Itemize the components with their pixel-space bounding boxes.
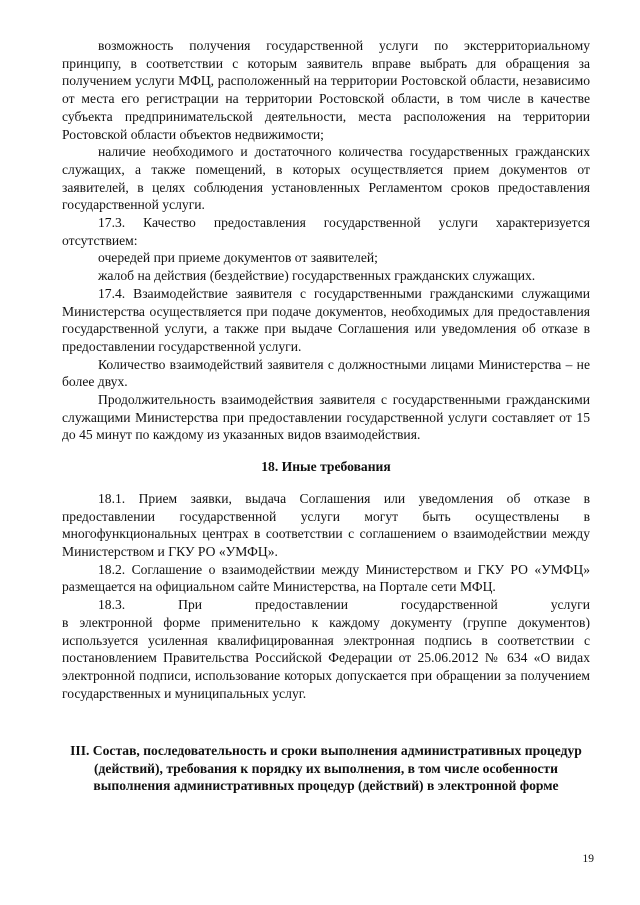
paragraph-17-4: 17.4. Взаимодействие заявителя с государственными гражданскими служащими Министерства осуществляется при подаче документов, необходимых для предоставления государственной услуги, а также при выдаче Соглашения или уведомления об отказе в предоставлении государственной услуги. bbox=[62, 285, 590, 354]
paragraph-18-2: 18.2. Соглашение о взаимодействии между Министерством и ГКУ РО «УМФЦ» размещается на официальном сайте Министерства, на Портале сети МФЦ. bbox=[62, 561, 590, 595]
paragraph-18-1: 18.1. Прием заявки, выдача Соглашения или уведомления об отказе в предоставлении государственной услуги могут быть осуществлены в многофункциональных центрах в соответствии с соглашением о взаимодействии между Министерством и ГКУ РО «УМФЦ». bbox=[62, 490, 590, 559]
paragraph-17-3: 17.3. Качество предоставления государственной услуги характеризуется отсутствием: bbox=[62, 215, 590, 248]
paragraph-18-3-first-line: 18.3. При предоставлении государственной услуги bbox=[98, 597, 590, 613]
paragraph-18-3-body: в электронной форме применительно к каждому документу (группе документов) используется усиленная квалифицированная электронная подпись в соответствии с постановлением Правительства Российской Федерации от 25.06.2012 № 634 «О видах электронной подписи, использование которых допускается при обращении за получением государственных и муниципальных услуг. bbox=[62, 614, 590, 701]
paragraph-queues: очередей при приеме документов от заявителей; bbox=[98, 250, 378, 266]
paragraph-interaction-count: Количество взаимодействий заявителя с должностными лицами Министерства – не более двух. bbox=[62, 356, 590, 390]
page-content bbox=[62, 37, 590, 795]
page-number: 19 bbox=[582, 853, 594, 865]
paragraph-extraterritorial: возможность получения государственной услуги по экстерриториальному принципу, в соответствии с которым заявитель вправе выбрать для обращения за получением услуги МФЦ, расположенный на территории Ростовской области, независимо от места его регистрации на территории Ростовской области, в том числе в качестве субъекта предпринимательской деятельности, места расположения на территории Ростовской области объектов недвижимости; bbox=[62, 38, 590, 142]
paragraph-interaction-duration: Продолжительность взаимодействия заявителя с государственными гражданскими служащими Министерства при предоставлении государственной услуги составляет от 15 до 45 минут по каждому из указанных видов взаимодействия. bbox=[62, 392, 590, 443]
section-18-heading: 18. Иные требования bbox=[261, 459, 391, 475]
paragraph-staff-premises: наличие необходимого и достаточного количества государственных гражданских служащих, а также помещений, в которых осуществляется прием документов от заявителей, в целях соблюдения установленных Регламентом сроков предоставления государственной услуги. bbox=[62, 144, 590, 213]
section-3-heading: III. Состав, последовательность и сроки выполнения административных процедур (действий), требования к порядку их выполнения, в том числе особенности выполнения административных процедур (действий) в электронной форме bbox=[70, 743, 582, 794]
paragraph-complaints: жалоб на действия (бездействие) государственных гражданских служащих. bbox=[98, 268, 536, 284]
